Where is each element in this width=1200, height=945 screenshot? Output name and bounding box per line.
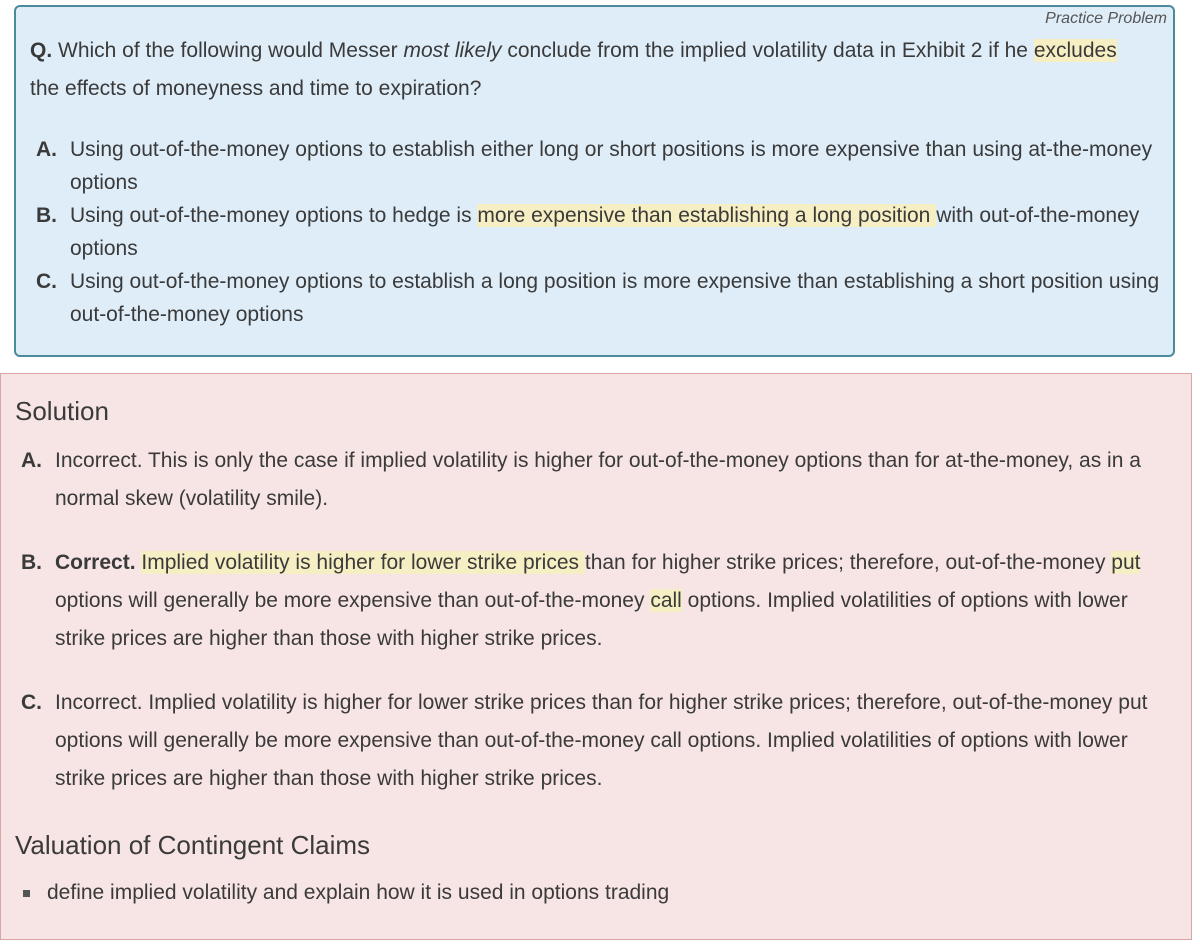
solution-highlight: call (650, 589, 682, 612)
option-c (36, 265, 1171, 331)
question-text-part: Which of the following would Messer (52, 39, 404, 62)
option-letter: A. (36, 138, 57, 161)
solution-a (21, 442, 1171, 518)
question-emphasis: most likely (403, 39, 502, 62)
los-title: Valuation of Contingent Claims (15, 830, 371, 860)
solution-b (21, 544, 1171, 658)
option-text: Using out-of-the-money options to establish a long position is more expensive than establishing a short position using out-of-the-money options (70, 270, 1160, 326)
bullet-icon (23, 890, 30, 897)
los-list (23, 876, 669, 910)
question-label: Q. (30, 39, 53, 62)
option-text-part: Using out-of-the-money options to hedge is (70, 204, 478, 227)
question-highlight: excludes (1033, 39, 1117, 62)
practice-problem-label: Practice Problem (1045, 10, 1167, 27)
solution-text (55, 544, 1171, 658)
solution-highlight: Implied volatility is higher for lower strike prices (141, 551, 585, 574)
option-letter: C. (36, 270, 57, 293)
los-item: define implied volatility and explain how it is used in options trading (47, 881, 670, 904)
solution-text-part: than for higher strike prices; therefore, out-of-the-money (584, 551, 1112, 574)
question-text-part: conclude from the implied volatility data in Exhibit 2 if he (501, 39, 1034, 62)
solution-letter: B. (21, 551, 42, 574)
option-b (36, 199, 1171, 265)
option-highlight: more expensive than establishing a long position (477, 204, 937, 227)
option-a (36, 133, 1171, 199)
solution-letter: C. (21, 691, 42, 714)
solution-text-part: options. Implied volatilities of options with lower strike prices are higher than those with higher strike prices. (55, 589, 1128, 650)
solution-title: Solution (15, 396, 109, 426)
solution-highlight: put (1111, 551, 1141, 574)
option-text (70, 199, 1171, 265)
solution-c (21, 684, 1171, 798)
answer-options (36, 133, 1171, 331)
practice-problem-box (14, 5, 1175, 357)
question-text (30, 32, 1150, 108)
solution-box (0, 373, 1192, 940)
option-text: Using out-of-the-money options to establish either long or short positions is more expensive than using at-the-money options (70, 138, 1153, 194)
correct-label: Correct. (55, 551, 136, 574)
question-text-part: the effects of moneyness and time to expiration? (30, 77, 482, 100)
solution-text-part: options will generally be more expensive than out-of-the-money (55, 589, 651, 612)
solution-letter: A. (21, 449, 42, 472)
solution-text: Incorrect. Implied volatility is higher for lower strike prices than for higher strike prices; therefore, out-of-the-money put options will generally be more expensive than out-of-the-money call options. Implied volatilities of options with lower strike prices are higher than those with higher strike prices. (55, 691, 1148, 790)
option-text-part: with out-of-the-money options (70, 204, 1140, 260)
option-letter: B. (36, 204, 57, 227)
solution-text: Incorrect. This is only the case if implied volatility is higher for out-of-the-money options than for at-the-money, as in a normal skew (volatility smile). (55, 449, 1141, 510)
